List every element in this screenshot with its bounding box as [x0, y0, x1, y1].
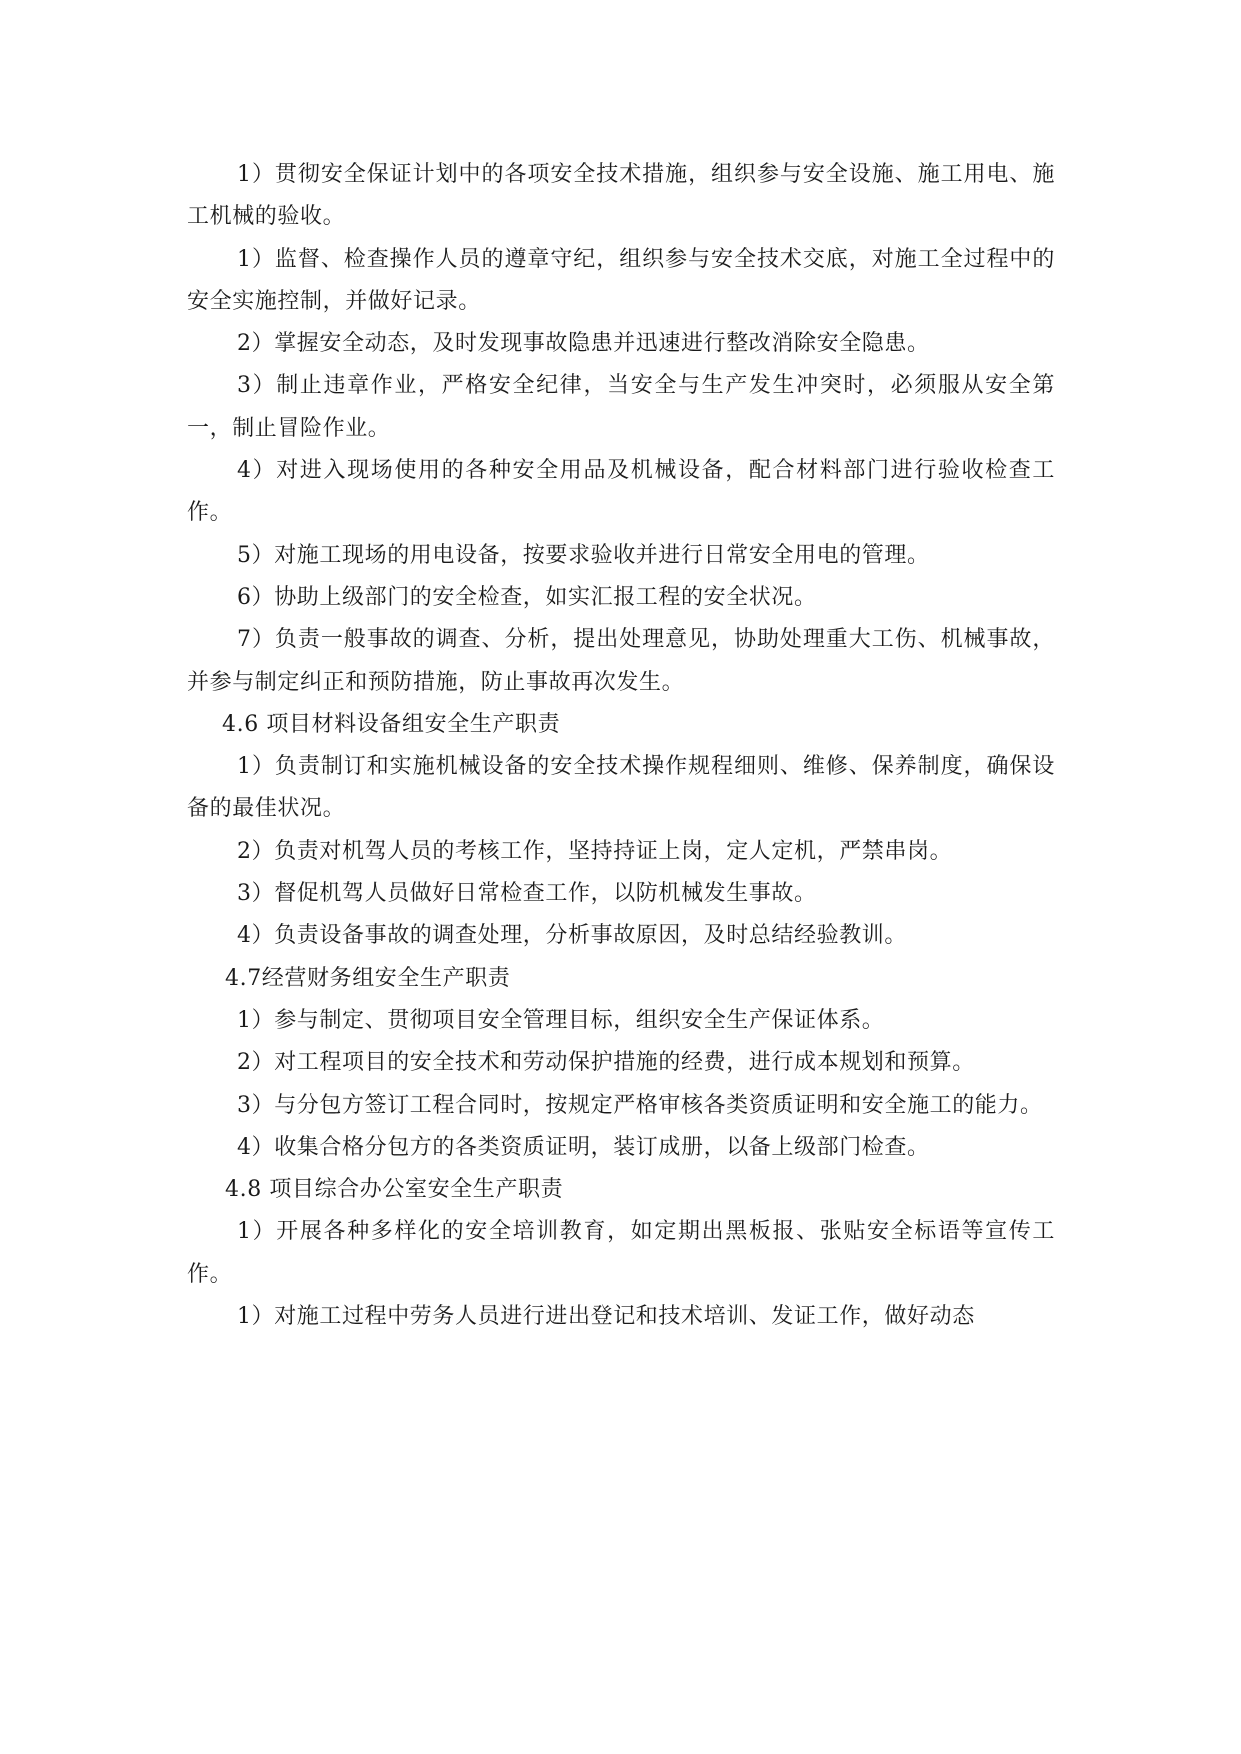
section-heading: 4.7经营财务组安全生产职责	[225, 965, 511, 991]
paragraph: 1）负责制订和实施机械设备的安全技术操作规程细则、维修、保养制度，确保设备的最佳状况。	[187, 754, 1055, 822]
paragraph: 5）对施工现场的用电设备，按要求验收并进行日常安全用电的管理。	[237, 542, 930, 568]
paragraph: 1）参与制定、贯彻项目安全管理目标，组织安全生产保证体系。	[237, 1007, 885, 1033]
paragraph: 6）协助上级部门的安全检查，如实汇报工程的安全状况。	[237, 584, 817, 610]
paragraph: 4）收集合格分包方的各类资质证明，装订成册，以备上级部门检查。	[237, 1134, 930, 1160]
paragraph: 1）对施工过程中劳务人员进行进出登记和技术培训、发证工作，做好动态	[237, 1304, 975, 1330]
paragraph: 2）负责对机驾人员的考核工作，坚持持证上岗，定人定机，严禁串岗。	[237, 838, 953, 864]
paragraph: 3）督促机驾人员做好日常检查工作，以防机械发生事故。	[237, 881, 817, 907]
paragraph: 1）开展各种多样化的安全培训教育，如定期出黑板报、张贴安全标语等宣传工作。	[187, 1219, 1055, 1287]
paragraph: 4）对进入现场使用的各种安全用品及机械设备，配合材料部门进行验收检查工作。	[187, 458, 1055, 526]
section-heading: 4.6 项目材料设备组安全生产职责	[222, 711, 561, 737]
document-body	[187, 154, 1055, 1338]
paragraph: 7）负责一般事故的调查、分析，提出处理意见，协助处理重大工伤、机械事故，并参与制定纠正和预防措施，防止事故再次发生。	[187, 627, 1055, 695]
paragraph: 4）负责设备事故的调查处理，分析事故原因，及时总结经验教训。	[237, 923, 907, 949]
paragraph: 3）制止违章作业，严格安全纪律，当安全与生产发生冲突时，必须服从安全第一，制止冒险作业。	[187, 373, 1055, 441]
section-heading: 4.8 项目综合办公室安全生产职责	[225, 1177, 564, 1203]
paragraph: 1）监督、检查操作人员的遵章守纪，组织参与安全技术交底，对施工全过程中的安全实施控制，并做好记录。	[187, 246, 1055, 314]
paragraph: 2）对工程项目的安全技术和劳动保护措施的经费，进行成本规划和预算。	[237, 1050, 975, 1076]
paragraph: 3）与分包方签订工程合同时，按规定严格审核各类资质证明和安全施工的能力。	[237, 1092, 1043, 1118]
paragraph: 1）贯彻安全保证计划中的各项安全技术措施，组织参与安全设施、施工用电、施工机械的验收。	[187, 162, 1055, 230]
paragraph: 2）掌握安全动态，及时发现事故隐患并迅速进行整改消除安全隐患。	[237, 331, 930, 357]
